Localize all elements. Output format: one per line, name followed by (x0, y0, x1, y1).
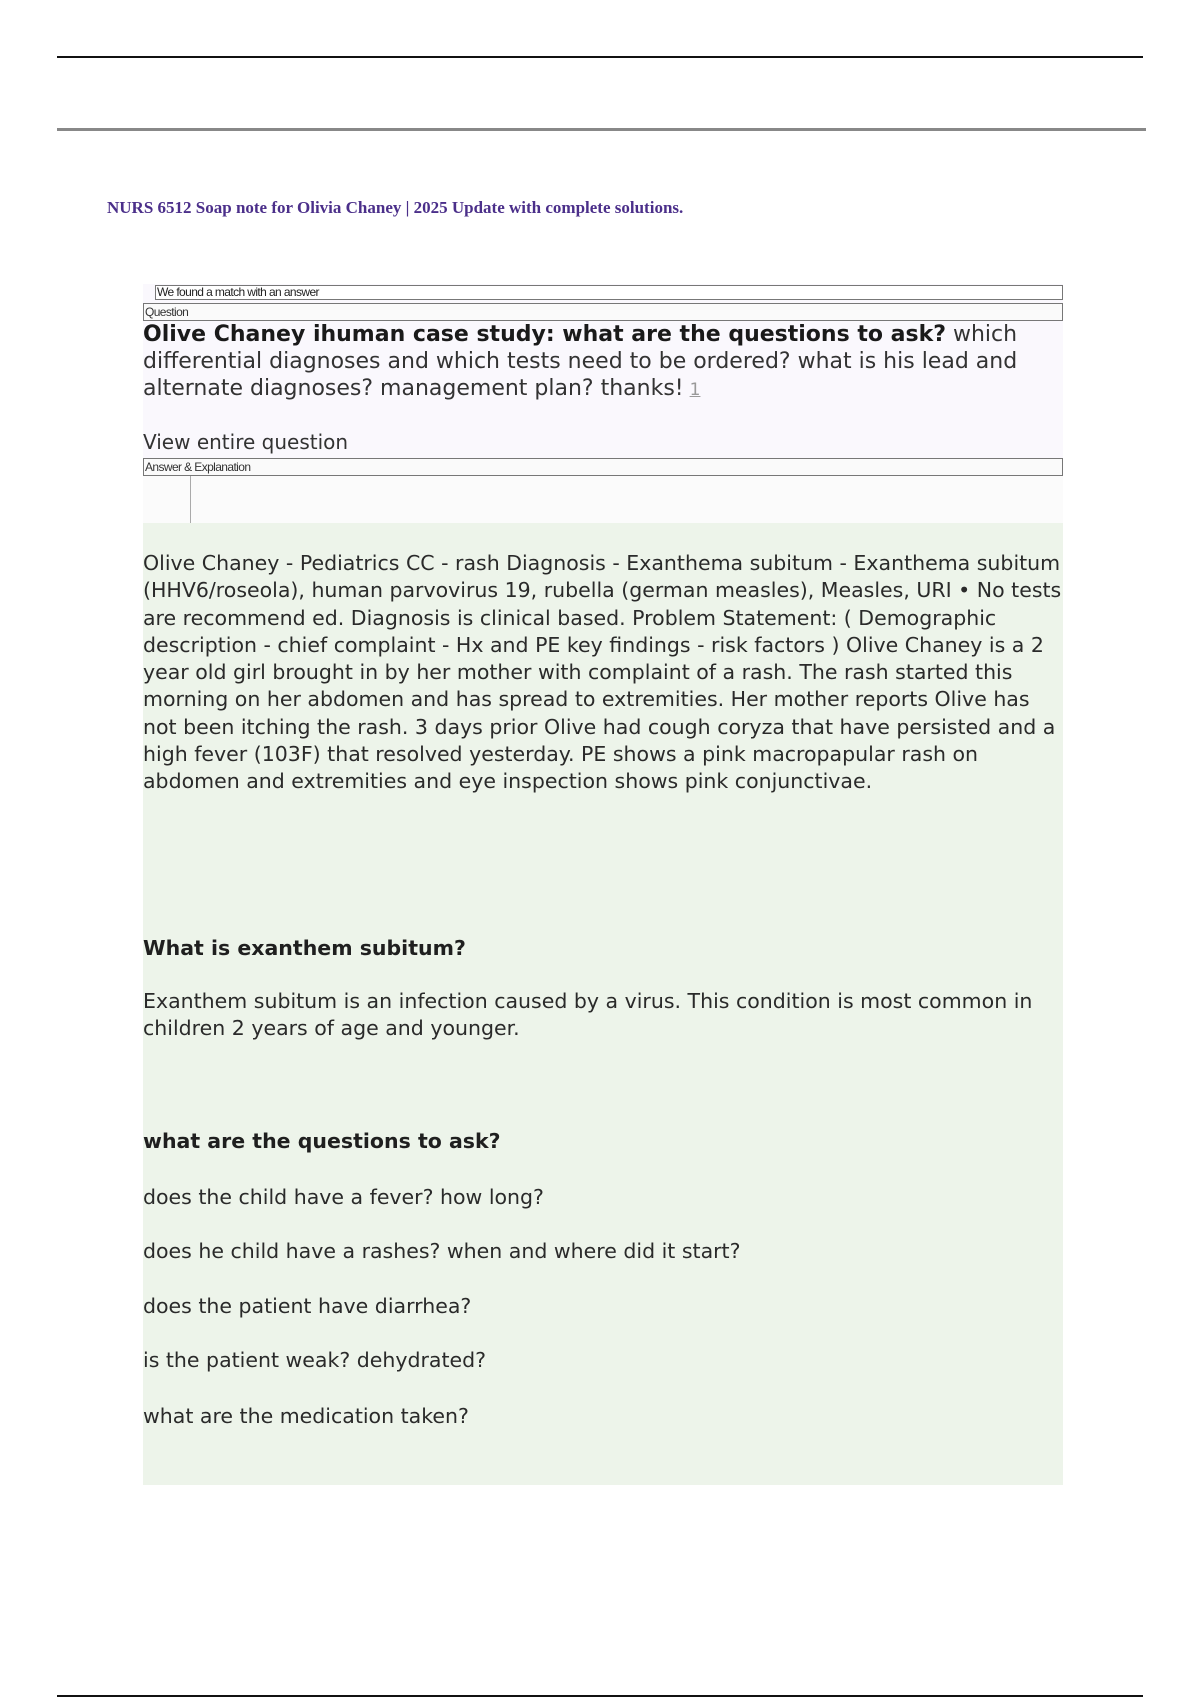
header-rule-top (57, 56, 1143, 58)
answer-label: Answer & Explanation (143, 458, 1063, 476)
section-heading-questions: what are the questions to ask? (143, 1129, 501, 1153)
view-entire-question-link[interactable]: View entire question (143, 430, 349, 454)
answer-paragraph: Olive Chaney - Pediatrics CC - rash Diagnosis - Exanthema subitum - Exanthema subitum (HHV6/roseola), human parvovirus 19, rubella (german measles), Measles, URI • No tests are recommend ed. Diagnosis is clinical based. Problem Statement: ( Demographic description - chief complaint - Hx and PE key findings - risk factors ) Olive Chaney is a 2 year old girl brought in by her mother with complaint of a rash. The rash started this morning on her abdomen and has spread to extremities. Her mother reports Olive has not been itching the rash. 3 days prior Olive had cough coryza that have persisted and a high fever (103F) that resolved yesterday. PE shows a pink macropapular rash on abdomen and extremities and eye inspection shows pink conjunctivae. (143, 551, 1062, 794)
document-title: NURS 6512 Soap note for Olivia Chaney | 2025 Update with complete solutions. (107, 198, 684, 217)
footer-rule (57, 1695, 1143, 1697)
footnote-reference-link[interactable]: 1 (689, 380, 701, 400)
section-text-exanthem: Exanthem subitum is an infection caused by a virus. This condition is most common in children 2 years of age and younger. (143, 989, 1033, 1041)
question-text-bold: Olive Chaney ihuman case study: what are the questions to ask? (143, 322, 946, 347)
question-label: Question (143, 303, 1063, 321)
list-item: is the patient weak? dehydrated? (143, 1348, 487, 1372)
header-rule-bottom (57, 128, 1146, 131)
answer-indent-line (190, 476, 191, 523)
list-item: does the child have a fever? how long? (143, 1185, 544, 1209)
list-item: does he child have a rashes? when and where did it start? (143, 1239, 741, 1263)
question-text-rest: which differential diagnoses and which tests need to be ordered? what is his lead and alternate diagnoses? management plan? thanks! (143, 322, 1018, 401)
answer-header-space (143, 476, 1063, 523)
section-heading-exanthem: What is exanthem subitum? (143, 936, 466, 960)
list-item: does the patient have diarrhea? (143, 1294, 472, 1318)
question-text (143, 321, 1068, 404)
list-item: what are the medication taken? (143, 1404, 469, 1428)
match-banner: We found a match with an answer (155, 285, 1063, 300)
